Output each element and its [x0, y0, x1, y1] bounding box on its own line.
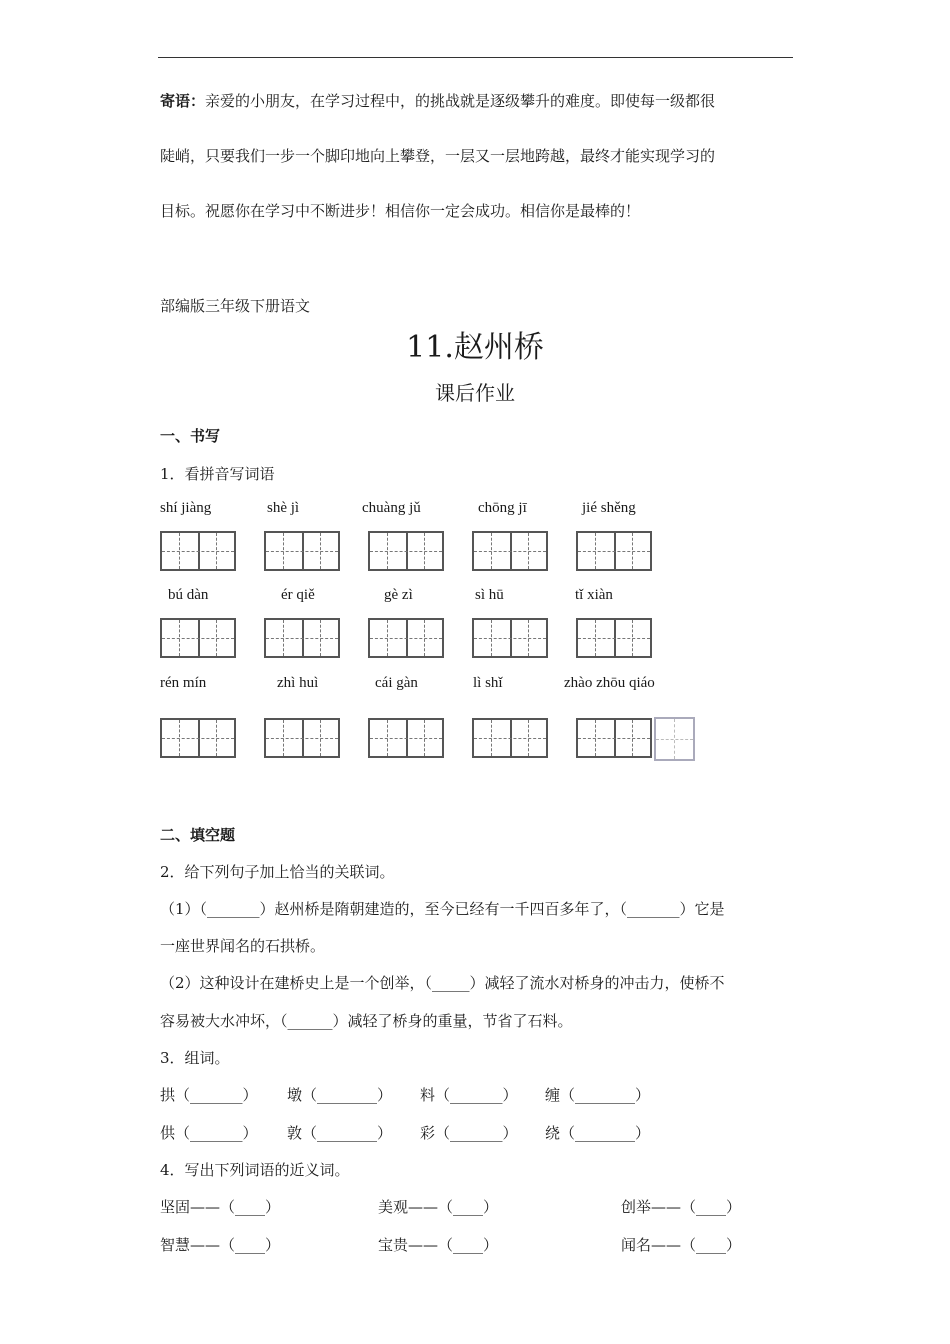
question-2-1-line-1: （1）（_______）赵州桥是隋朝建造的，至今已经有一千四百多年了，（_______）它是	[160, 900, 725, 918]
section-2-heading: 二、填空题	[160, 826, 236, 844]
question-4: 4．写出下列词语的近义词。	[160, 1161, 350, 1179]
writing-grid[interactable]	[264, 531, 340, 571]
synonym-blank[interactable]: 创举——（____）	[621, 1198, 742, 1216]
writing-grid[interactable]	[264, 618, 340, 658]
writing-grid[interactable]	[160, 718, 236, 758]
page-title: 11.赵州桥	[406, 330, 544, 365]
message-label: 寄语：	[160, 92, 206, 110]
word-blank[interactable]: 彩（_______）	[420, 1124, 518, 1142]
pinyin-label: shè jì	[267, 500, 300, 516]
question-2: 2．给下列句子加上恰当的关联词。	[160, 863, 395, 881]
question-2-2-line-1: （2）这种设计在建桥史上是一个创举，（_____）减轻了流水对桥身的冲击力，使桥不	[160, 974, 725, 992]
pinyin-label: tǐ xiàn	[575, 587, 613, 603]
writing-grid[interactable]	[576, 618, 652, 658]
page-subtitle: 课后作业	[435, 381, 515, 405]
message-line-3: 目标。祝愿你在学习中不断进步！相信你一定会成功。相信你是最棒的！	[160, 202, 641, 220]
pinyin-label: zhì huì	[277, 675, 319, 691]
pinyin-label: chōng jī	[478, 500, 527, 516]
word-blank[interactable]: 墩（________）	[287, 1086, 393, 1104]
synonym-blank[interactable]: 闻名——（____）	[621, 1236, 742, 1254]
pinyin-label: lì shǐ	[473, 675, 503, 691]
pinyin-label: sì hū	[475, 587, 504, 603]
top-rule	[158, 57, 793, 58]
word-blank[interactable]: 料（_______）	[420, 1086, 518, 1104]
course-name: 部编版三年级下册语文	[160, 297, 311, 315]
pinyin-label: cái gàn	[375, 675, 418, 691]
writing-grid[interactable]	[160, 531, 236, 571]
writing-grid[interactable]	[368, 618, 444, 658]
synonym-blank[interactable]: 宝贵——（____）	[378, 1236, 499, 1254]
writing-grid[interactable]	[576, 718, 652, 758]
writing-grid[interactable]	[472, 618, 548, 658]
question-2-2-line-2: 容易被大水冲坏，（______）减轻了桥身的重量，节省了石料。	[160, 1012, 573, 1030]
pinyin-label: gè zì	[384, 587, 413, 603]
word-blank[interactable]: 拱（_______）	[160, 1086, 258, 1104]
synonym-blank[interactable]: 智慧——（____）	[160, 1236, 281, 1254]
pinyin-label: bú dàn	[168, 587, 209, 603]
writing-grid[interactable]	[472, 531, 548, 571]
writing-grid[interactable]	[160, 618, 236, 658]
synonym-blank[interactable]: 坚固——（____）	[160, 1198, 281, 1216]
word-blank[interactable]: 绕（________）	[545, 1124, 651, 1142]
question-3: 3．组词。	[160, 1049, 230, 1067]
writing-grid[interactable]	[472, 718, 548, 758]
synonym-blank[interactable]: 美观——（____）	[378, 1198, 499, 1216]
message-text-1: 亲爱的小朋友，在学习过程中，的挑战就是逐级攀升的难度。即使每一级都很	[205, 92, 716, 110]
pinyin-label: ér qiě	[281, 587, 315, 603]
pinyin-label: chuàng jǔ	[362, 500, 421, 516]
writing-grid[interactable]	[264, 718, 340, 758]
question-2-1-line-2: 一座世界闻名的石拱桥。	[160, 937, 326, 955]
writing-grid[interactable]	[576, 531, 652, 571]
pinyin-label: shí jiàng	[160, 500, 212, 516]
word-blank[interactable]: 敦（________）	[287, 1124, 393, 1142]
writing-grid[interactable]	[368, 718, 444, 758]
message-line-1	[160, 90, 715, 111]
writing-grid[interactable]	[368, 531, 444, 571]
writing-grid-extra-cell[interactable]	[654, 717, 695, 761]
message-line-2: 陡峭，只要我们一步一个脚印地向上攀登，一层又一层地跨越，最终才能实现学习的	[160, 147, 716, 165]
pinyin-label: jié shěng	[582, 500, 636, 516]
pinyin-label: rén mín	[160, 675, 207, 691]
question-1: 1．看拼音写词语	[160, 465, 275, 483]
word-blank[interactable]: 缠（________）	[545, 1086, 651, 1104]
pinyin-label: zhào zhōu qiáo	[564, 675, 655, 691]
section-1-heading: 一、书写	[160, 427, 221, 445]
word-blank[interactable]: 供（_______）	[160, 1124, 258, 1142]
